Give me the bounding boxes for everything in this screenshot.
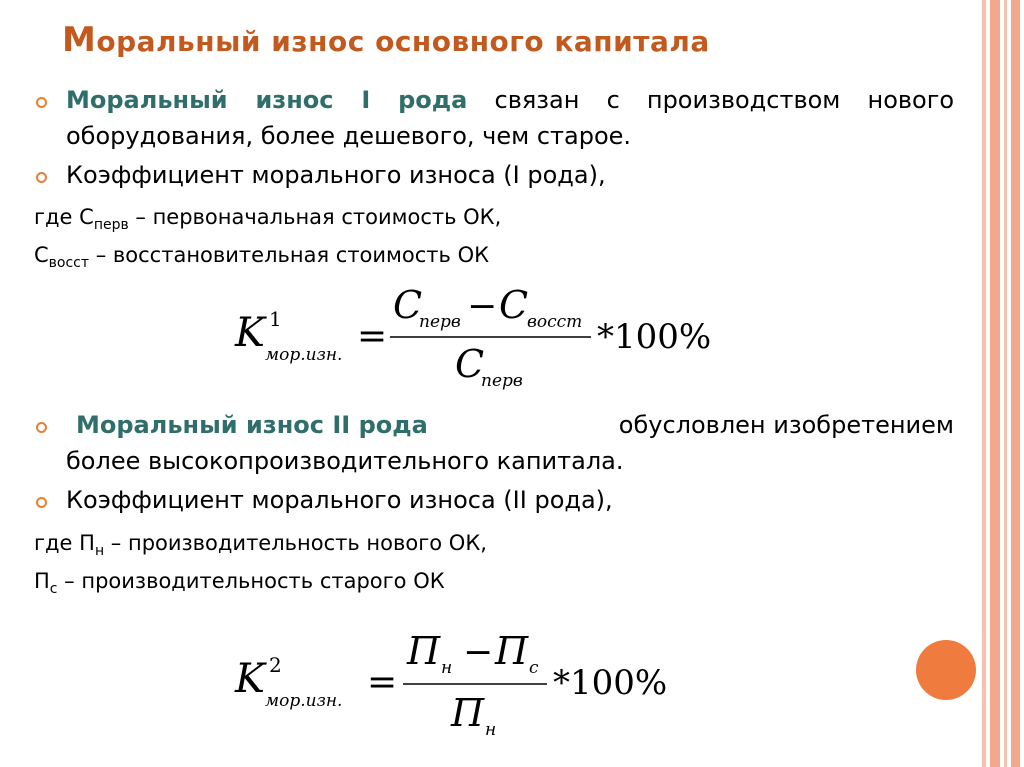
formula-1-k: K xyxy=(235,310,265,356)
formula-2-eq: = xyxy=(367,662,398,703)
type2-where-1: где $П_н$ – производительность нового ОК, xyxy=(34,531,487,559)
formula-1-den: C xyxy=(455,342,485,386)
type1-where-2: $С_{восст}$ – восстановительная стоимость ОК xyxy=(34,243,490,271)
formula-2-num-a-sub: н xyxy=(441,658,453,678)
bullet-icon xyxy=(36,172,47,183)
formula-1-mult: *100% xyxy=(597,317,712,357)
formula-1-den-sub: перв xyxy=(481,371,523,391)
formula-2-sup: 2 xyxy=(269,653,282,677)
slide-title: Моральный износ основного капитала xyxy=(62,20,710,60)
formula-1-sub: мор.изн. xyxy=(265,345,343,365)
bullet-icon xyxy=(36,497,47,508)
formula-1 xyxy=(225,280,725,395)
formula-2-den-sub: н xyxy=(485,720,497,740)
type1-line2: оборудования, более дешевого, чем старое. xyxy=(66,122,632,150)
formula-1-sup: 1 xyxy=(269,307,282,331)
type1-line1: Моральный износ I рода связан с производством нового xyxy=(66,86,954,114)
formula-1-num-a-sub: перв xyxy=(419,312,461,332)
type1-coef-line: Коэффициент морального износа (I рода), xyxy=(66,161,606,189)
formula-2-mult: *100% xyxy=(553,663,668,703)
formula-2-den: П xyxy=(451,691,485,735)
formula-2-minus: − xyxy=(463,632,494,673)
decorative-stripes xyxy=(982,0,1024,767)
formula-1-num-a: C xyxy=(393,283,423,327)
formula-1-minus: − xyxy=(467,286,498,327)
formula-2-num-b: П xyxy=(495,629,529,673)
formula-2-k: K xyxy=(235,656,265,702)
type1-where-1: где $С_{перв}$ – первоначальная стоимость ОК, xyxy=(34,205,502,233)
formula-2-num-a: П xyxy=(407,629,441,673)
formula-1-eq: = xyxy=(357,316,388,357)
formula-2-sub: мор.изн. xyxy=(265,691,343,711)
formula-2 xyxy=(225,618,705,743)
type2-line1: Моральный износ II рода обусловлен изобретением xyxy=(76,411,954,439)
formula-1-num-b-sub: восст xyxy=(527,312,583,332)
type2-line2: более высокопроизводительного капитала. xyxy=(66,447,624,475)
bullet-icon xyxy=(36,422,47,433)
decorative-circle xyxy=(916,640,976,700)
type2-coef-line: Коэффициент морального износа (II рода), xyxy=(66,486,613,514)
type2-where-2: $П_с$ – производительность старого ОК xyxy=(34,569,445,597)
formula-1-num-b: C xyxy=(499,283,529,327)
bullet-icon xyxy=(36,97,47,108)
formula-2-num-b-sub: c xyxy=(529,658,539,678)
